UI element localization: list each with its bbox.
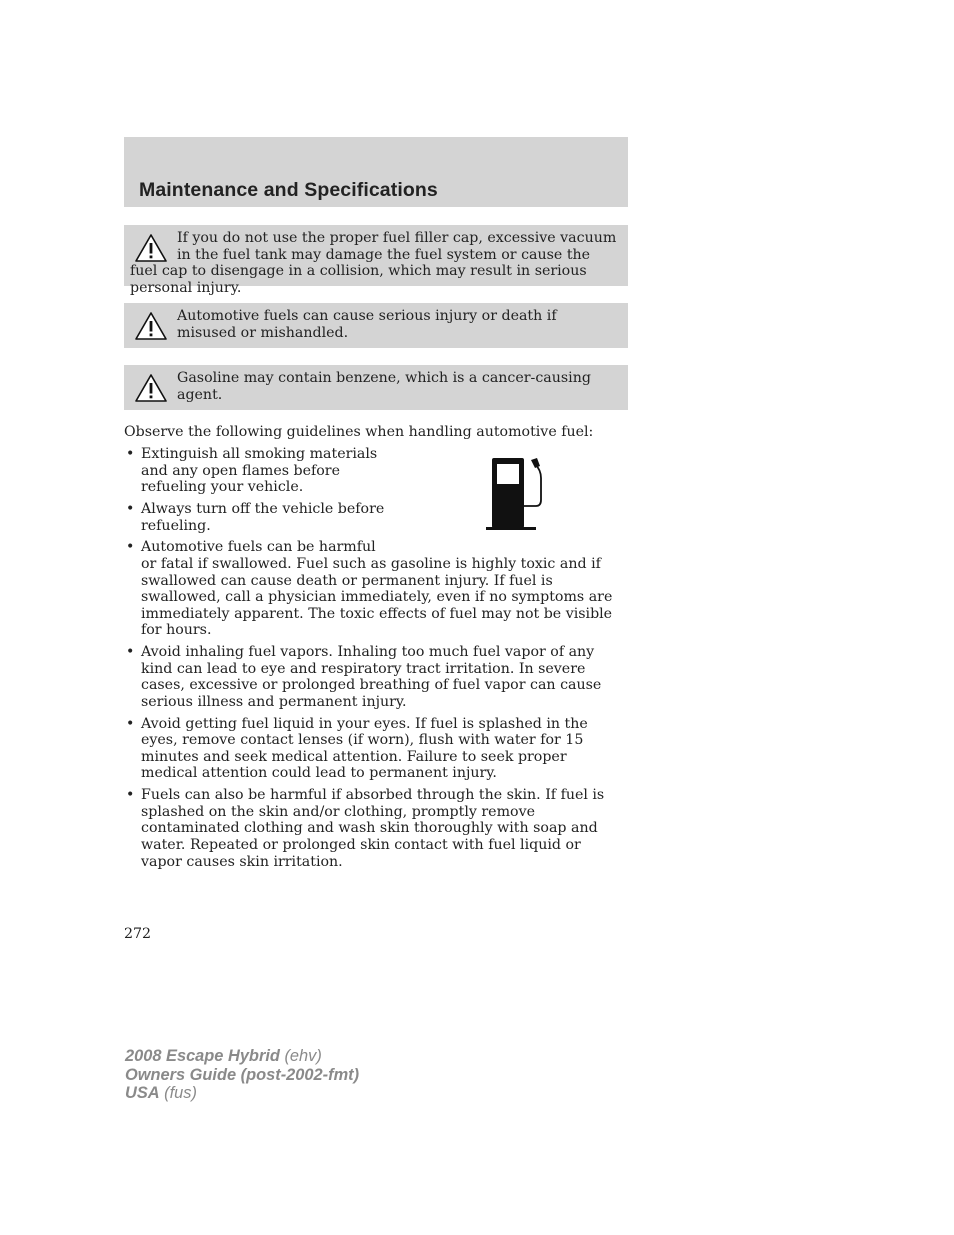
list-item-text: Fuels can also be harmful if absorbed through the skin. If fuel is splashed on the skin and/or clothing, promptly remove contaminated clothing and wash skin thoroughly with soap and water. Repeated or prolonged skin contact with fuel liquid or vapor causes skin irritation. <box>141 787 605 870</box>
footer-market-code: (fus) <box>159 1084 197 1103</box>
footer-guide: Owners Guide (post-2002-fmt) <box>125 1065 360 1084</box>
list-item <box>124 787 626 870</box>
list-item-text: Extinguish all smoking materials and any open flames before refueling your vehicle. <box>141 446 378 496</box>
fuel-pump-icon <box>484 454 548 534</box>
bullet-marker: • <box>126 715 135 732</box>
footer-market: USA <box>125 1084 160 1103</box>
list-item <box>124 446 626 496</box>
warning-triangle-icon <box>134 373 168 403</box>
warning-triangle-icon <box>134 233 168 263</box>
bullet-marker: • <box>126 644 135 661</box>
footer-line-market <box>125 1084 359 1103</box>
footer-model: 2008 Escape Hybrid <box>125 1047 280 1065</box>
list-item-text-continued: or fatal if swallowed. Fuel such as gasoline is highly toxic and if swallowed can cause death or permanent injury. If fuel is swallowed, call a physician immediately, even if no symptoms are immediately apparent. The toxic effects of fuel may not be visible for hours. <box>141 555 613 639</box>
warning-box-fuel-injury <box>124 303 628 348</box>
bullet-marker: • <box>126 446 135 462</box>
warning-text: If you do not use the proper fuel filler cap, excessive vacuum in the fuel tank may damage the fuel system or cause the fuel cap to disengage in a collision, which may result in serious personal injury. <box>130 230 617 296</box>
list-item <box>124 644 626 710</box>
warning-triangle-icon <box>134 311 168 341</box>
bullet-marker: • <box>126 539 135 556</box>
bullet-marker: • <box>126 787 135 804</box>
intro-paragraph: Observe the following guidelines when handling automotive fuel: <box>124 424 594 440</box>
list-item-text: Avoid getting fuel liquid in your eyes. If fuel is splashed in the eyes, remove contact lenses (if worn), flush with water for 15 minutes and seek medical attention. Failure to seek proper medical attention could lead to permanent injury. <box>141 715 588 782</box>
list-item-text: Always turn off the vehicle before refueling. <box>141 500 385 534</box>
warning-box-fuel-cap <box>124 225 628 296</box>
bullet-marker: • <box>126 500 135 517</box>
warning-text: Automotive fuels can cause serious injury or death if misused or mishandled. <box>177 308 557 341</box>
warning-box-benzene <box>124 365 628 410</box>
list-item <box>124 716 626 782</box>
section-title: Maintenance and Specifications <box>139 179 438 201</box>
footer-model-code: (ehv) <box>279 1047 322 1065</box>
footer-line-model <box>125 1047 359 1066</box>
list-item-text: Avoid inhaling fuel vapors. Inhaling too much fuel vapor of any kind can lead to eye and respiratory tract irritation. In severe cases, excessive or prolonged breathing of fuel vapor can cause serious illness and permanent injury. <box>141 644 602 710</box>
list-item <box>124 539 626 639</box>
section-header-band <box>124 137 628 207</box>
list-item-text: Automotive fuels can be harmful <box>141 539 376 556</box>
page-number: 272 <box>124 926 152 942</box>
document-footer <box>125 1047 359 1103</box>
list-item <box>124 501 626 534</box>
footer-line-guide <box>125 1066 359 1085</box>
guideline-list <box>124 446 626 875</box>
warning-text: Gasoline may contain benzene, which is a cancer-causing agent. <box>177 370 591 403</box>
